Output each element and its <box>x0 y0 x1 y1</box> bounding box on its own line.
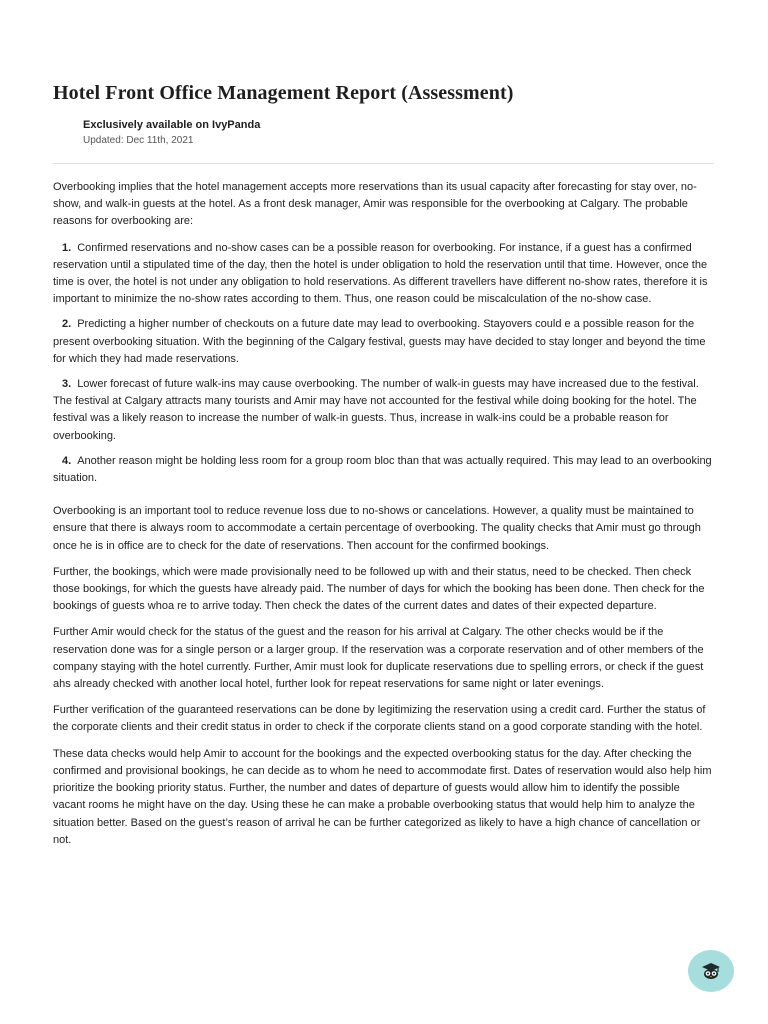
updated-date: Updated: Dec 11th, 2021 <box>83 135 194 146</box>
body-paragraph: Further Amir would check for the status of the guest and the reason for his arrival at Calgary. The other checks would be if the reservation done was for a single person or a larger group. If the reservation was a corporate reservation and of other members of the company staying with the hotel currently. Further, Amir must look for duplicate reservations due to spelling errors, or check if the guest ahs already checked with another local hotel, further look for repeat reservations for same night or later evenings. <box>53 626 704 691</box>
body-paragraph: Further verification of the guaranteed reservations can be done by legitimizing the reservation using a credit card. Further the status of the corporate clients and their credit status in order to check if the corporate clients stand on a good corporate standing with the hotel. <box>53 704 706 734</box>
article-body <box>53 179 714 858</box>
reason-number: 3. <box>62 378 72 391</box>
header-divider <box>53 163 714 164</box>
help-chat-button[interactable] <box>688 950 734 992</box>
reason-item <box>53 453 714 487</box>
body-paragraph: Further, the bookings, which were made provisionally need to be followed up with and their status, need to be checked. Then check those bookings, for which the guests have already paid. The number of days for which the booking has been done. Then check for the bookings of guests whoa re to arrive today. Then check the dates of the current dates and dates of their expected departure. <box>53 565 705 613</box>
reason-number: 4. <box>62 454 72 467</box>
graduate-owl-icon <box>700 961 722 981</box>
brand-line: Exclusively available on IvyPanda <box>83 119 261 131</box>
reason-item <box>53 376 714 445</box>
reason-number: 1. <box>62 241 72 254</box>
reason-item <box>53 316 714 368</box>
reason-text: Lower forecast of future walk-ins may cause overbooking. The number of walk-in guests may have increased due to the festival. The festival at Calgary attracts many tourists and Amir may have not accounted for the festival while doing booking for the hotel. The festival was a likely reason to increase the number of walk-in guests. Thus, increase in walk-ins could be a probable reason for overbooking. <box>53 378 699 442</box>
reason-text: Another reason might be holding less room for a group room bloc than that was actually required. This may lead to an overbooking situation. <box>53 454 712 485</box>
body-paragraph: Overbooking is an important tool to reduce revenue loss due to no-shows or cancelations. However, a quality must be maintained to ensure that there is always room to accommodate a certain percentage of overbooking. The quality checks that Amir must go through once he is in office are to check for the date of reservations. Then account for the confirmed bookings. <box>53 505 701 552</box>
reason-text: Predicting a higher number of checkouts on a future date may lead to overbooking. Stayovers could e a possible reason for the present overbooking situation. With the beginning of the Calgary festival, guests may have decided to stay longer and beyond the time for which they had made reservations. <box>53 318 706 365</box>
page-title: Hotel Front Office Management Report (Assessment) <box>53 82 514 104</box>
reason-text: Confirmed reservations and no-show cases can be a possible reason for overbooking. For instance, if a guest has a confirmed reservation until a stipulated time of the day, then the hotel is under obligation to hold the reservation until that time. However, once the time is over, the hotel is not under any obligation to hold reservations. As different travellers have different no-show rates, therefore it is important to minimize the no-show rates according to them. Thus, one reason could be miscalculation of the no-show case. <box>53 241 708 306</box>
body-paragraph: These data checks would help Amir to account for the bookings and the expected overbooking status for the day. After checking the confirmed and provisional bookings, he can decide as to whom he need to accommodate first. Dates of reservation would also help him prioritize the booking priority status. Further, the number and dates of departure of guests would allow him to identify the possible vacant rooms he might have on the day. Using these he can make a probable overbooking status that would help him to analyze the situation better. Based on the guest’s reason of arrival he can be further categorized as likely to have a high chance of cancellation or not. <box>53 747 712 846</box>
reason-item <box>53 240 714 309</box>
reason-number: 2. <box>62 318 72 331</box>
byline <box>83 119 260 146</box>
intro-paragraph: Overbooking implies that the hotel management accepts more reservations than its usual capacity after forecasting for stay over, no-show, and walk-in guests at the hotel. As a front desk manager, Amir was responsible for the overbooking at Calgary. The probable reasons for overbooking are: <box>53 181 697 228</box>
